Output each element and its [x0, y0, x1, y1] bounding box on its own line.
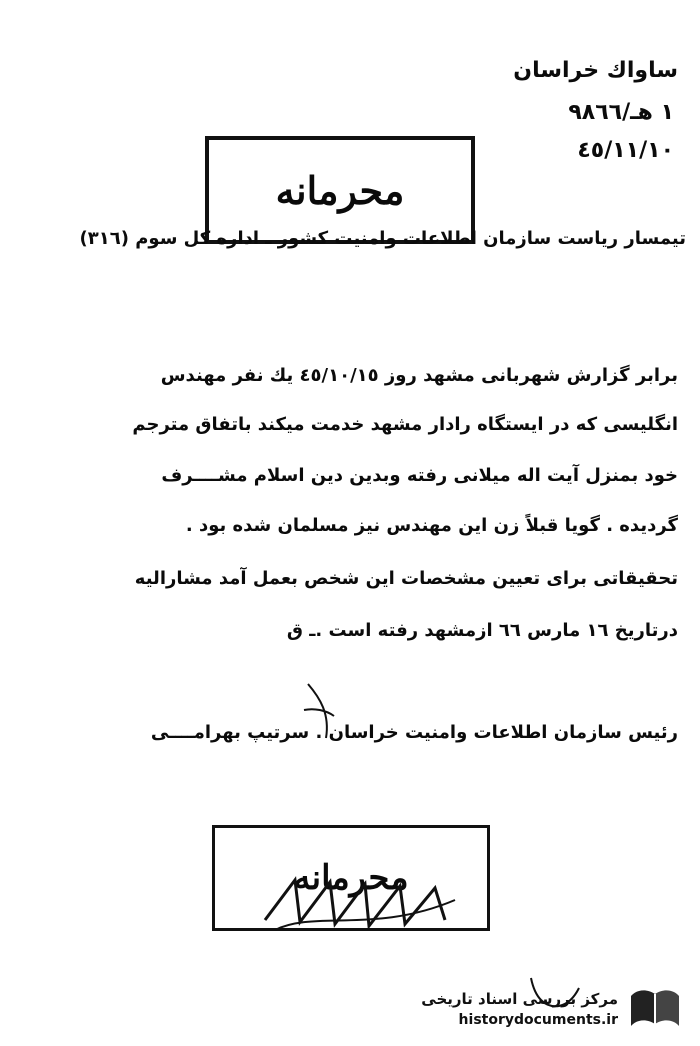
signature-line: رئیس سازمان اطلاعات وامنیت خراسان . سرتیپ بهرامــــی [150, 722, 678, 743]
body-line-2: انگلیسی که در ایستگاه رادار مشهد خدمت میکند باتفاق مترجم [132, 414, 678, 435]
watermark-name: مرکز بررسی اسناد تاریخی [421, 990, 618, 1008]
org-name: ساواك خراسان [513, 58, 678, 83]
document-number: ١ هـ/٩٨٦٦ [568, 100, 674, 125]
watermark-url: historydocuments.ir [458, 1012, 618, 1028]
body-line-3: خود بمنزل آیت اله میلانی رفته وبدین دین اسلام مشــــرف [161, 465, 678, 486]
recipient-line: تیمسار ریاست سازمان اطلاعات وامنیت کشور ـ اداره کل سوم (٣١٦) [79, 228, 686, 249]
handwritten-mark-icon [300, 680, 340, 750]
body-line-4: گردیده . گویا قبلاً زن این مهندس نیز مسلمان شده بود . [185, 515, 678, 536]
signature-scribble-icon [255, 860, 465, 940]
bottom-stamp-text: محرمانه [293, 858, 409, 898]
body-line-6: درتاریخ ١٦ مارس ٦٦ ازمشهد رفته است .ـ ق [286, 620, 678, 641]
body-line-1: برابر گزارش شهربانی مشهد روز ٤٥/١٠/١٥ یك نفر مهندس [160, 365, 678, 386]
document-date: ٤٥/١١/١٠ [577, 138, 674, 163]
book-logo-icon [628, 986, 682, 1032]
classification-stamp-text: محرمانه [275, 167, 405, 213]
body-line-5: تحقیقاتی برای تعیین مشخصات این شخص بعمل آمد مشارالیه [134, 568, 678, 589]
